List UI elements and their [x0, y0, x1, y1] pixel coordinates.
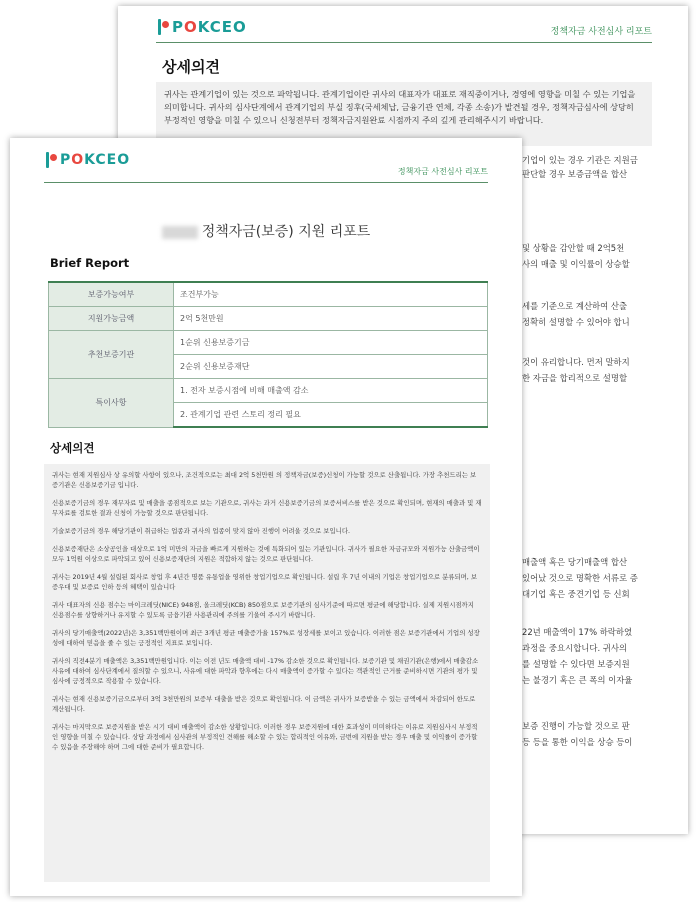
text-fragment: 한 자금을 합리적으로 설명할: [522, 373, 628, 383]
report-title: [10, 221, 522, 241]
section-title: 상세의견: [162, 58, 220, 76]
brief-report-table: [48, 281, 488, 428]
text-fragment: 는 불경기 혹은 큰 폭의 이자율: [522, 675, 633, 685]
logo-suffix: KCEO: [197, 18, 247, 36]
opinion-paragraph: 귀사의 직전4분기 매출액은 3,351백만원입니다. 이는 이전 년도 매출액 대비 -17% 감소한 것으로 확인됩니다. 보증기관 및 채권기관(은행)에서 매출감소사유에 대하여 심사단계에서 질의할 수 있으니, 사유에 대한 파악과 향후에는 다시 매출액이 증가할 수 있다는 객관적인 근거를 준비하시면 기관의 평가 및 심사에 긍정적으로 작용할 수 있습니다.: [52, 657, 479, 685]
brand-logo: [44, 152, 130, 168]
brand-logo: [156, 18, 247, 36]
text-fragment: 보증 진행이 가능할 것으로 판: [522, 721, 630, 731]
text-fragment: 있어났 것으로 명확한 서류로 증: [522, 573, 638, 583]
header-divider: [156, 42, 652, 43]
report-title-text: 정책자금(보증) 지원 리포트: [201, 224, 371, 240]
text-fragment: 대기업 혹은 중견기업 등 신회: [522, 589, 630, 599]
row-label: 보증가능여부: [49, 282, 174, 307]
table-row: [49, 379, 488, 403]
text-fragment: 및 상황을 감안할 때 2억5천: [522, 243, 625, 253]
row-value: 2. 관계기업 관련 스토리 정리 필요: [174, 403, 488, 428]
back-paragraph-text: 귀사는 관계기업이 있는 것으로 파악됩니다. 관계기업이란 귀사의 대표자가 대표로 재직중이거나, 경영에 영향을 미칠 수 있는 기업을 의미합니다. 귀사의 심사단계에서 관계기업의 부실 징후(국세체납, 금융기관 연체, 각종 소송)가 발견될 경우, 정책자금심사에 상당히 부정적인 영향을 미칠 수 있으니 신청전부터 정책자금지원완료 시점까지 주의 깊게 관리해주시기 바랍니다.: [164, 89, 636, 125]
text-fragment: 정확히 설명할 수 있어야 합니: [522, 317, 630, 327]
logo-prefix: P: [60, 152, 72, 168]
text-fragment: 등 등을 통한 이익을 상승 등이: [522, 737, 633, 747]
opinion-paragraph: 귀사는 현재 신용보증기금으로부터 3억 3천만원의 보증부 대출을 받은 것으로 확인됩니다. 이 금액은 귀사가 보증받을 수 있는 금액에서 차감되어 한도로 계산됩니다.: [52, 695, 476, 713]
logo-prefix: P: [172, 18, 184, 36]
text-fragment: 것이 유리합니다. 먼저 말하지: [522, 357, 630, 367]
text-fragment: 세를 기준으로 계산하여 산출: [522, 301, 628, 311]
section-title: 상세의견: [50, 441, 95, 455]
table-row: [49, 331, 488, 355]
logo-o: O: [184, 18, 198, 36]
opinion-paragraph: 귀사의 당기매출액(2022년)은 3,351백만원이며 최근 3개년 평균 매출증가율 157%로 성장세를 보이고 있습니다. 이러한 점은 보증기관에서 기업의 성장성에 대하여 믿음을 줄 수 있는 긍정적인 지표로 보입니다.: [52, 629, 480, 647]
text-fragment: 과정을 중요시합니다. 귀사의: [522, 643, 628, 653]
opinion-paragraph: 신용보증재단은 소상공인을 대상으로 1억 미만의 자금을 빠르게 지원하는 것에 특화되어 있는 기관입니다. 귀사가 필요한 자금규모와 지원가능 산출금액이 모두 1억원 이상으로 파악되고 있어 신용보증재단의 지원은 적합하지 않는 것으로 판단됩니다.: [52, 545, 480, 563]
row-value: 1. 전자 보증시점에 비해 매출액 감소: [174, 379, 488, 403]
opinion-paragraph: 귀사 대표자의 신용 점수는 마이크레딧(NICE) 948점, 올크레딧(KCB) 850점으로 보증기관의 심사기준에 따르면 평균에 해당합니다. 실제 지원시점까지 신용점수를 상향하거나 유지할 수 있도록 금융기관 사용관리에 주의를 기울여 주시기 바랍니다.: [52, 601, 474, 619]
back-paragraph: [156, 82, 652, 146]
header-divider: [44, 182, 488, 183]
opinion-paragraph: 귀사는 2019년 4월 설립된 회사로 창업 후 4년간 명품 유통업을 영위한 창업기업으로 확인됩니다. 설립 후 7년 이내의 기업은 창업기업으로 분류되며, 보증우대 및 보증료 인하 등의 혜택이 있습니다: [52, 573, 478, 591]
row-label: 추천보증기관: [49, 331, 174, 379]
redacted-company-name: [162, 226, 198, 239]
row-value: 2순위 신용보증재단: [174, 355, 488, 379]
opinion-paragraph: 귀사는 마지막으로 보증지원을 받은 시기 대비 매출액이 감소한 상황입니다. 이러한 경우 보증지원에 대한 효과성이 미미하다는 이유로 지원심사시 부정적인 영향을 미칠 수 있습니다. 상담 과정에서 심사관의 부정적인 견해를 해소할 수 있는 합리적인 이유와, 금번에 지원을 받는 경우 매출 및 이익률이 증가할 수 있음을 주장해야 하며 그에 대한 준비가 필요합니다.: [52, 723, 478, 751]
row-label: 특이사항: [49, 379, 174, 428]
header-title: 정책자금 사전심사 리포트: [550, 27, 652, 37]
logo-o: O: [71, 152, 85, 168]
logo-mark-icon: [156, 19, 170, 35]
text-fragment: 사의 매출 및 이익률이 상승할: [522, 259, 630, 269]
table-row: [49, 307, 488, 331]
text-fragment: 를 설명할 수 있다면 보증지원: [522, 659, 630, 669]
front-report-page: [10, 138, 522, 896]
logo-suffix: KCEO: [84, 152, 131, 168]
row-value: 2억 5천만원: [174, 307, 488, 331]
text-fragment: 매출액 혹은 당기매출액 합산: [522, 557, 628, 567]
row-label: 지원가능금액: [49, 307, 174, 331]
brief-report-title: Brief Report: [50, 256, 130, 270]
row-value: 조건부가능: [174, 282, 488, 307]
opinion-paragraph: 귀사는 현재 지원심사 상 유의할 사항이 있으나, 조건적으로는 최대 2억 5천만원 의 정책자금(보증)신청이 가능할 것으로 산출됩니다. 가장 추천드리는 보증기관은 신용보증기금 입니다.: [52, 471, 477, 489]
logo-mark-icon: [44, 152, 58, 168]
opinion-paragraph: 신용보증기금의 경우 재무자료 및 매출을 종점적으로 보는 기관으로, 귀사는 과거 신용보증기금의 보증서비스를 받은 것으로 확인되며, 현재의 매출과 및 재무자료를 검토한 결과 신청이 가능할 것으로 판단됩니다.: [52, 499, 482, 517]
text-fragment: 판단할 경우 보증금액을 합산: [522, 169, 628, 179]
text-fragment: 22년 매출액이 17% 하락하였: [522, 627, 633, 637]
row-value: 1순위 신용보증기금: [174, 331, 488, 355]
table-row: [49, 282, 488, 307]
header-title: 정책자금 사전심사 리포트: [397, 167, 488, 176]
opinion-paragraph: 기술보증기금의 경우 해당기관이 취급하는 업종과 귀사의 업종이 맞지 않아 진행이 어려울 것으로 보입니다.: [52, 527, 351, 535]
text-fragment: 기업이 있는 경우 기관은 지원금: [522, 155, 638, 165]
opinion-box: [44, 464, 490, 882]
